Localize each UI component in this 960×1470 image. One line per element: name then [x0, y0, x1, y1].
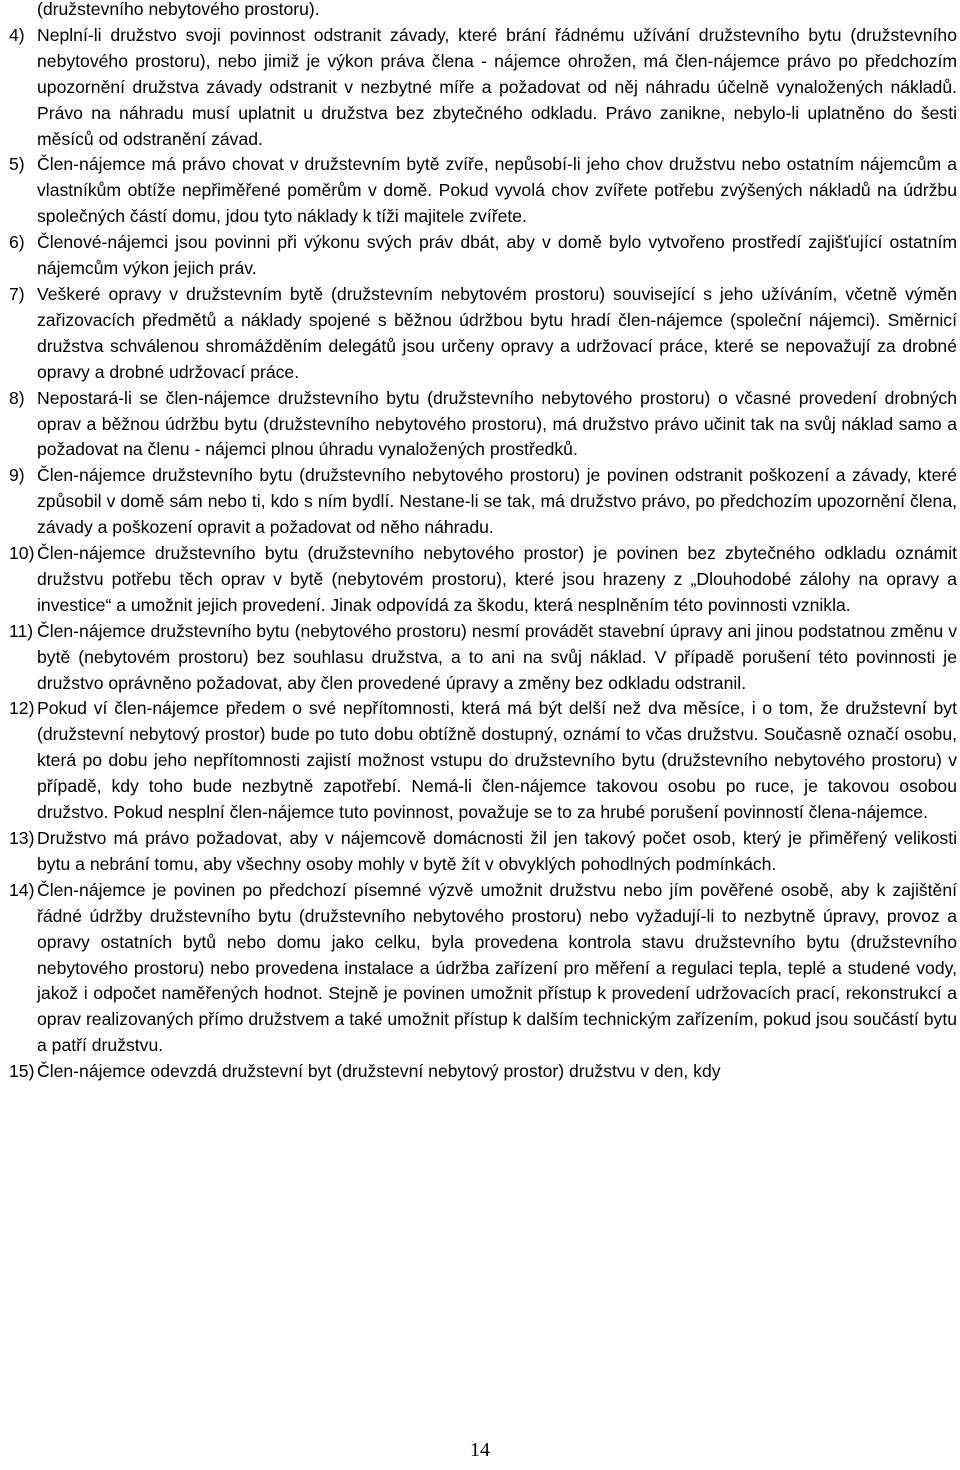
page-number: 14: [470, 1439, 490, 1461]
item-text: Člen-nájemce odevzdá družstevní byt (družstevní nebytový prostor) družstvu v den, kdy: [37, 1061, 721, 1082]
item-text: Neplní-li družstvo svoji povinnost odstranit závady, které brání řádnému užívání družstevního bytu (družstevního nebytového prostoru), nebo jimiž je výkon práva člena - nájemce ohrožen, má člen-nájemce právo po předchozím upozornění družstva závady odstranit v nezbytné míře a požadovat od něj náhradu účelně vynaložených nákladů. Právo na náhradu musí uplatnit u družstva bez zbytečného odkladu. Právo zanikne, nebylo-li uplatněno do šesti měsíců od odstranění závad.: [37, 24, 957, 149]
list-item: [9, 696, 957, 826]
list-item: [9, 386, 957, 464]
list-item: [9, 230, 957, 282]
list-item: [9, 23, 957, 153]
list-item: [9, 878, 957, 1059]
document-body: [9, 0, 957, 1085]
item-text: Člen-nájemce je povinen po předchozí písemné výzvě umožnit družstvu nebo jím pověřené osobě, aby k zajištění řádné údržby družstevního bytu (družstevního nebytového prostoru) nebo vyžadují-li to nezbytně úpravy, provoz a opravy ostatních bytů nebo domu jako celku, byla provedena kontrola stavu družstevního bytu (družstevního nebytového prostoru) nebo provedena instalace a údržba zařízení pro měření a regulaci tepla, teplé a studené vody, jakož i odpočet naměřených hodnot. Stejně je povinen umožnit přístup k provedení udržovacích prací, rekonstrukcí a oprav realizovaných přímo družstvem a také umožnit přístup k dalším technickým zařízením, pokud jsou součástí bytu a patří družstvu.: [37, 879, 957, 1056]
continued-text: (družstevního nebytového prostoru).: [37, 0, 320, 19]
list-item: [9, 463, 957, 541]
item-text: Člen-nájemce družstevního bytu (družstevního nebytového prostor) je povinen bez zbytečného odkladu oznámit družstvu potřebu těch oprav v bytě (nebytovém prostoru), které jsou hrazeny z „Dlouhodobé zálohy na opravy a investice“ a umožnit jejich provedení. Jinak odpovídá za škodu, která nesplněním této povinnosti vznikla.: [37, 543, 957, 615]
item-number: 15): [9, 1061, 35, 1082]
list-item: [9, 282, 957, 386]
item-number: 6): [9, 232, 25, 253]
item-text: Člen-nájemce má právo chovat v družstevním bytě zvíře, nepůsobí-li jeho chov družstvu nebo ostatním nájemcům a vlastníkům obtíže nepřiměřené poměrům v domě. Pokud vyvolá chov zvířete potřebu zvýšených nákladů na údržbu společných částí domu, jdou tyto náklady k tíži majitele zvířete.: [37, 154, 957, 227]
item-text: Člen-nájemce družstevního bytu (družstevního nebytového prostoru) je povinen odstranit poškození a závady, které způsobil v domě sám nebo ti, kdo s ním bydlí. Nestane-li se tak, má družstvo právo, po předchozím upozornění člena, závady a poškození opravit a požadovat od něho náhradu.: [37, 465, 957, 538]
item-text: Veškeré opravy v družstevním bytě (družstevním nebytovém prostoru) související s jeho užíváním, včetně výměn zařizovacích předmětů a náklady spojené s běžnou údržbou bytu hradí člen-nájemce (společní nájemci). Směrnicí družstva schválenou shromážděním delegátů jsou určeny opravy a udržovací práce, které se nepovažují za drobné opravy a drobné udržovací práce.: [37, 283, 957, 382]
item-number: 12): [9, 698, 35, 719]
item-number: 5): [9, 154, 25, 175]
item-number: 11): [9, 620, 34, 641]
list-item: [9, 1059, 957, 1085]
item-number: 14): [9, 879, 35, 900]
list-item: [9, 826, 957, 878]
item-number: 9): [9, 465, 25, 486]
item-number: 8): [9, 387, 25, 408]
item-text: Pokud ví člen-nájemce předem o své nepřítomnosti, která má být delší než dva měsíce, i o tom, že družstevní byt (družstevní nebytový prostor) bude po tuto dobu obtížně dostupný, oznámí to včas družstvu. Současně označí osobu, která po dobu jeho nepřítomnosti zajistí možnost vstupu do družstevního bytu (družstevního nebytového prostoru) v případě, kdy toho bude nezbytně zapotřebí. Nemá-li člen-nájemce takovou osobu po ruce, je takovou osobou družstvo. Pokud nesplní člen-nájemce tuto povinnost, považuje se to za hrubé porušení povinností člena-nájemce.: [37, 698, 957, 823]
item-text: Člen-nájemce družstevního bytu (nebytového prostoru) nesmí provádět stavební úpravy ani jinou podstatnou změnu v bytě (nebytovém prostoru) bez souhlasu družstva, a to ani na svůj náklad. V případě porušení této povinnosti je družstvo oprávněno požadovat, aby člen provedené úpravy a změny bez odkladu odstranil.: [37, 620, 957, 693]
list-item: [9, 152, 957, 230]
item-number: 10): [9, 543, 35, 564]
list-item: [9, 541, 957, 619]
list-item: [9, 619, 957, 697]
item-number: 7): [9, 283, 25, 304]
item-text: Družstvo má právo požadovat, aby v nájemcově domácnosti žil jen takový počet osob, který je přiměřený velikosti bytu a nebrání tomu, aby všechny osoby mohly v bytě žít v obvyklých pohodlných podmínkách.: [37, 828, 957, 874]
item-text: Nepostará-li se člen-nájemce družstevního bytu (družstevního nebytového prostoru) o včasné provedení drobných oprav a běžnou údržbu bytu (družstevního nebytového prostoru), má družstvo právo učinit tak na svůj náklad samo a požadovat na členu - nájemci plnou úhradu vynaložených prostředků.: [37, 387, 957, 460]
item-text: Členové-nájemci jsou povinni při výkonu svých práv dbát, aby v domě bylo vytvořeno prostředí zajišťující ostatním nájemcům výkon jejich práv.: [37, 232, 957, 279]
item-number: 4): [9, 24, 25, 45]
item-number: 13): [9, 828, 35, 848]
